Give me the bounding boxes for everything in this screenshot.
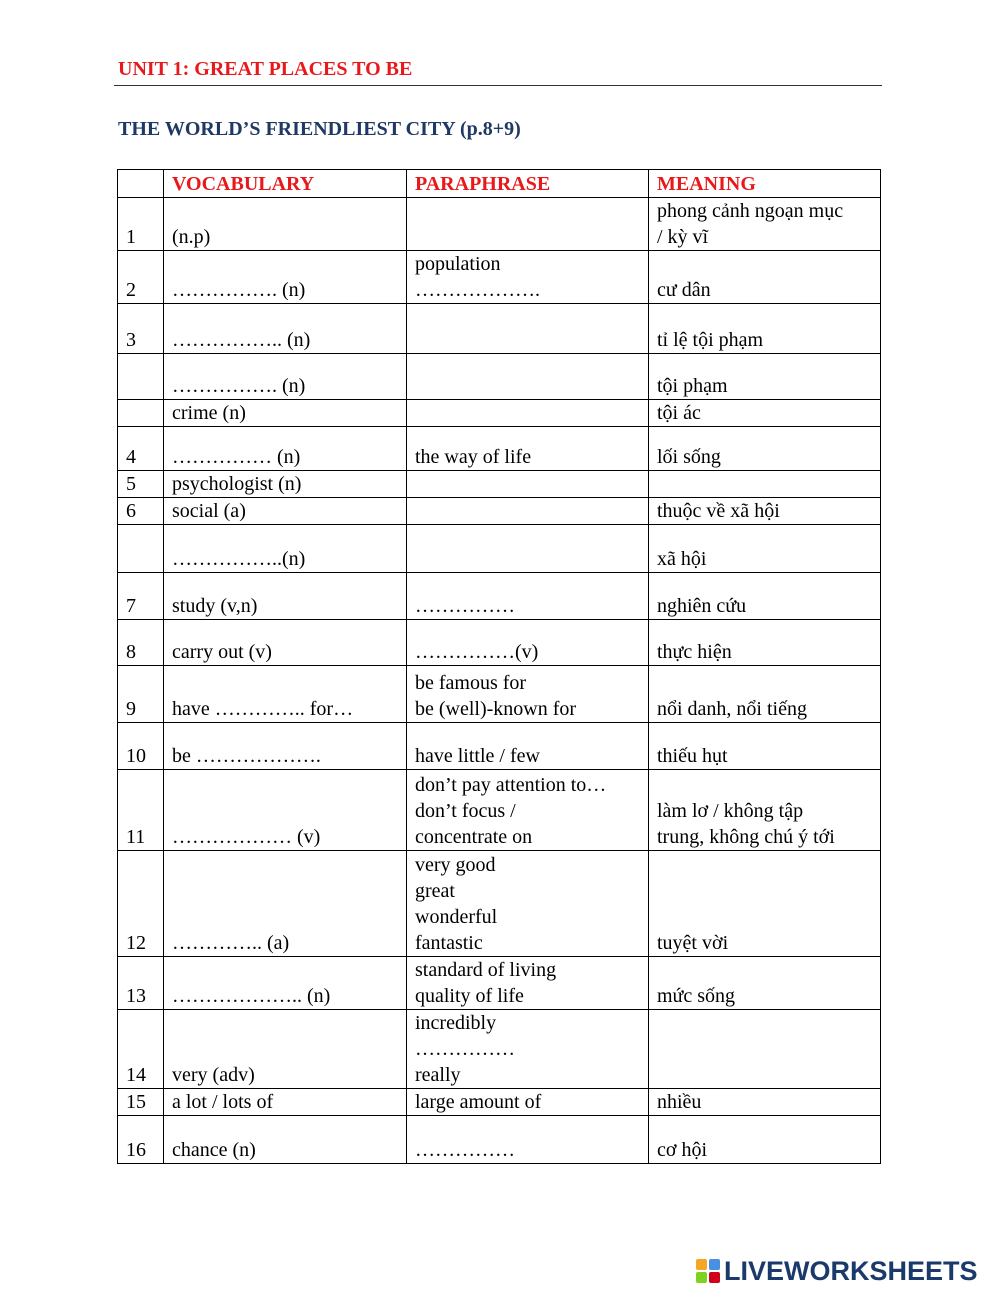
meaning-cell: nổi danh, nổi tiếng (649, 666, 881, 723)
row-number: 15 (118, 1089, 164, 1116)
paraphrase-cell: ……………(v) (407, 620, 649, 666)
row-number: 1 (118, 198, 164, 251)
table-row (118, 354, 881, 400)
row-number: 12 (118, 851, 164, 957)
vocabulary-cell: ………….. (a) (164, 851, 407, 957)
header-number (118, 170, 164, 198)
row-number: 11 (118, 770, 164, 851)
vocabulary-cell: a lot / lots of (164, 1089, 407, 1116)
row-number: 8 (118, 620, 164, 666)
table-row (118, 400, 881, 427)
vocabulary-cell: chance (n) (164, 1116, 407, 1164)
paraphrase-cell: very good great wonderful fantastic (407, 851, 649, 957)
table-row (118, 251, 881, 304)
row-number: 7 (118, 573, 164, 620)
liveworksheets-logo (696, 1256, 978, 1286)
vocabulary-cell: …………… (n) (164, 427, 407, 471)
table-row (118, 620, 881, 666)
paraphrase-cell: incredibly …………… really (407, 1010, 649, 1089)
meaning-cell: tỉ lệ tội phạm (649, 304, 881, 354)
row-number (118, 400, 164, 427)
meaning-cell (649, 471, 881, 498)
paraphrase-cell: population ………………. (407, 251, 649, 304)
logo-mark-icon (696, 1259, 720, 1283)
row-number: 6 (118, 498, 164, 525)
table-row (118, 573, 881, 620)
unit-title: UNIT 1: GREAT PLACES TO BE (118, 58, 413, 80)
meaning-cell: phong cảnh ngoạn mục / kỳ vĩ (649, 198, 881, 251)
header-meaning: MEANING (649, 170, 881, 198)
paraphrase-cell: have little / few (407, 723, 649, 770)
table-row (118, 1089, 881, 1116)
table-row (118, 525, 881, 573)
paraphrase-cell (407, 471, 649, 498)
vocabulary-cell: carry out (v) (164, 620, 407, 666)
row-number: 3 (118, 304, 164, 354)
meaning-cell: tội phạm (649, 354, 881, 400)
logo-mark-square (709, 1272, 720, 1283)
vocabulary-cell: ……………….. (n) (164, 957, 407, 1010)
table-row (118, 957, 881, 1010)
row-number: 10 (118, 723, 164, 770)
row-number: 4 (118, 427, 164, 471)
meaning-cell: mức sống (649, 957, 881, 1010)
meaning-cell: tuyệt vời (649, 851, 881, 957)
paraphrase-cell (407, 354, 649, 400)
paraphrase-cell: large amount of (407, 1089, 649, 1116)
vocabulary-cell: very (adv) (164, 1010, 407, 1089)
row-number: 14 (118, 1010, 164, 1089)
paraphrase-cell: …………… (407, 573, 649, 620)
table-row (118, 770, 881, 851)
vocabulary-cell: crime (n) (164, 400, 407, 427)
table-row (118, 1010, 881, 1089)
vocabulary-cell: social (a) (164, 498, 407, 525)
table-row (118, 427, 881, 471)
table-row (118, 851, 881, 957)
vocabulary-cell: (n.p) (164, 198, 407, 251)
paraphrase-cell: …………… (407, 1116, 649, 1164)
meaning-cell: làm lơ / không tập trung, không chú ý tới (649, 770, 881, 851)
meaning-cell: thực hiện (649, 620, 881, 666)
vocabulary-table (117, 169, 881, 1164)
row-number: 16 (118, 1116, 164, 1164)
logo-mark-square (709, 1259, 720, 1270)
meaning-cell: cơ hội (649, 1116, 881, 1164)
paraphrase-cell (407, 400, 649, 427)
table-row (118, 498, 881, 525)
vocabulary-cell: be ………………. (164, 723, 407, 770)
table-row (118, 471, 881, 498)
logo-mark-square (696, 1272, 707, 1283)
row-number (118, 354, 164, 400)
row-number: 13 (118, 957, 164, 1010)
paraphrase-cell: the way of life (407, 427, 649, 471)
row-number (118, 525, 164, 573)
paraphrase-cell (407, 525, 649, 573)
table-row (118, 304, 881, 354)
lesson-title: THE WORLD’S FRIENDLIEST CITY (p.8+9) (118, 118, 521, 140)
vocabulary-cell: have ………….. for… (164, 666, 407, 723)
table-row (118, 1116, 881, 1164)
table-row (118, 723, 881, 770)
vocabulary-cell: ……………… (v) (164, 770, 407, 851)
header-vocabulary: VOCABULARY (164, 170, 407, 198)
vocabulary-cell: ……………. (n) (164, 354, 407, 400)
logo-text: LIVEWORKSHEETS (724, 1255, 978, 1286)
paraphrase-cell (407, 198, 649, 251)
meaning-cell: cư dân (649, 251, 881, 304)
vocabulary-cell: …………….. (n) (164, 304, 407, 354)
paraphrase-cell (407, 304, 649, 354)
table-row (118, 198, 881, 251)
meaning-cell: thuộc về xã hội (649, 498, 881, 525)
paraphrase-cell: don’t pay attention to… don’t focus / concentrate on (407, 770, 649, 851)
meaning-cell: tội ác (649, 400, 881, 427)
table-header-row (118, 170, 881, 198)
meaning-cell: xã hội (649, 525, 881, 573)
vocabulary-cell: ……………. (n) (164, 251, 407, 304)
row-number: 9 (118, 666, 164, 723)
meaning-cell: nghiên cứu (649, 573, 881, 620)
meaning-cell: nhiều (649, 1089, 881, 1116)
logo-mark-square (696, 1259, 707, 1270)
row-number: 2 (118, 251, 164, 304)
header-paraphrase: PARAPHRASE (407, 170, 649, 198)
vocabulary-cell: ……………..(n) (164, 525, 407, 573)
vocabulary-cell: study (v,n) (164, 573, 407, 620)
paraphrase-cell: be famous for be (well)-known for (407, 666, 649, 723)
meaning-cell: lối sống (649, 427, 881, 471)
meaning-cell: thiếu hụt (649, 723, 881, 770)
vocabulary-cell: psychologist (n) (164, 471, 407, 498)
paraphrase-cell: standard of living quality of life (407, 957, 649, 1010)
meaning-cell (649, 1010, 881, 1089)
table-row (118, 666, 881, 723)
paraphrase-cell (407, 498, 649, 525)
title-divider (114, 85, 882, 86)
row-number: 5 (118, 471, 164, 498)
